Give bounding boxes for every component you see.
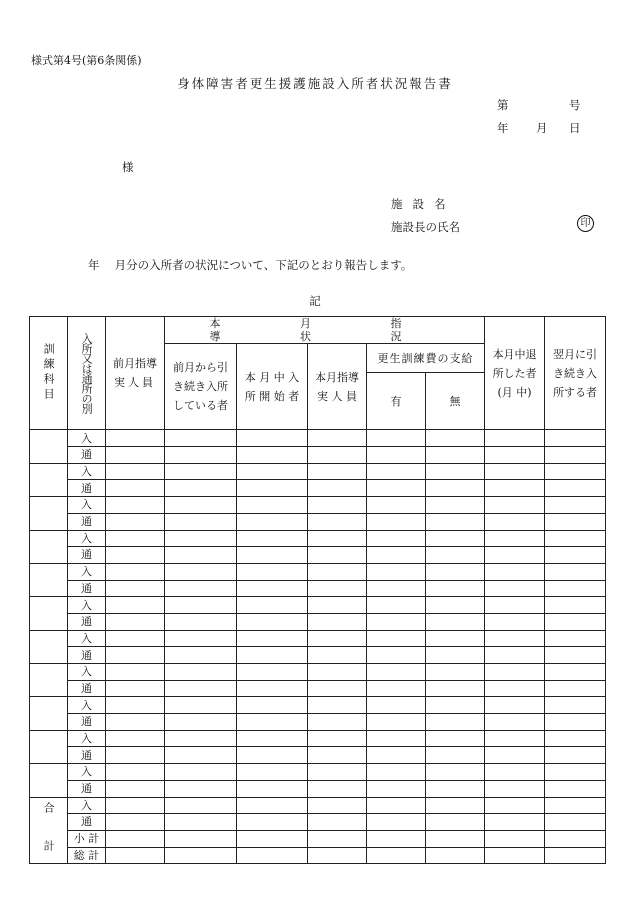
entry-cell[interactable] (237, 697, 308, 714)
entry-cell[interactable] (308, 664, 367, 681)
row-type-label: 入 (68, 597, 106, 614)
entry-cell[interactable] (485, 680, 545, 697)
entry-cell[interactable] (485, 497, 545, 514)
entry-cell[interactable] (106, 447, 165, 464)
row-type-label: 通 (68, 613, 106, 630)
entry-cell[interactable] (237, 747, 308, 764)
table-row (30, 430, 606, 447)
ki-label: 記 (309, 294, 321, 308)
header-allowance-group: 更生訓練費の支給 (367, 344, 485, 373)
training-subject-cell[interactable] (30, 597, 68, 630)
entry-cell[interactable] (485, 780, 545, 797)
entry-cell[interactable] (485, 747, 545, 764)
entry-cell[interactable] (237, 780, 308, 797)
entry-cell[interactable] (545, 680, 606, 697)
entry-cell[interactable] (485, 480, 545, 497)
table-row (30, 530, 606, 547)
entry-cell[interactable] (106, 580, 165, 597)
row-type-label: 通 (68, 480, 106, 497)
row-type-label: 通 (68, 513, 106, 530)
entry-cell[interactable] (426, 580, 485, 597)
training-subject-cell[interactable] (30, 730, 68, 763)
entry-cell[interactable] (106, 664, 165, 681)
entry-cell[interactable] (106, 630, 165, 647)
entry-cell[interactable] (308, 497, 367, 514)
row-type-label: 入 (68, 563, 106, 580)
row-type-label: 通 (68, 747, 106, 764)
entry-cell[interactable] (485, 830, 545, 847)
entry-cell[interactable] (545, 563, 606, 580)
table-row (30, 664, 606, 681)
table-row (30, 680, 606, 697)
entry-cell[interactable] (426, 647, 485, 664)
entry-cell[interactable] (485, 563, 545, 580)
entry-cell[interactable] (485, 430, 545, 447)
entry-cell[interactable] (367, 447, 426, 464)
entry-cell[interactable] (545, 547, 606, 564)
entry-cell[interactable] (545, 697, 606, 714)
entry-cell[interactable] (237, 563, 308, 580)
entry-cell[interactable] (367, 797, 426, 814)
entry-cell[interactable] (165, 647, 237, 664)
entry-cell[interactable] (367, 580, 426, 597)
entry-cell[interactable] (165, 714, 237, 731)
entry-cell[interactable] (367, 714, 426, 731)
entry-cell[interactable] (165, 463, 237, 480)
form-number: 様式第4号(第6条関係) (31, 54, 142, 67)
training-subject-cell[interactable] (30, 463, 68, 496)
entry-cell[interactable] (426, 680, 485, 697)
row-type-label: 通 (68, 714, 106, 731)
entry-cell[interactable] (367, 814, 426, 831)
facility-head-label: 施設長の氏名 (391, 220, 460, 234)
seal-icon: 印 (577, 215, 594, 232)
entry-cell[interactable] (165, 430, 237, 447)
row-type-label: 入 (68, 664, 106, 681)
entry-cell[interactable] (367, 547, 426, 564)
entry-cell[interactable] (308, 780, 367, 797)
date-year-label: 年 (497, 121, 509, 135)
entry-cell[interactable] (237, 463, 308, 480)
entry-cell[interactable] (367, 563, 426, 580)
row-type-label: 入 (68, 764, 106, 781)
table-row (30, 563, 606, 580)
entry-cell[interactable] (426, 780, 485, 797)
table-row (30, 714, 606, 731)
entry-cell[interactable] (426, 697, 485, 714)
table-row (30, 730, 606, 747)
entry-cell[interactable] (545, 480, 606, 497)
entry-cell[interactable] (545, 447, 606, 464)
row-type-label: 通 (68, 580, 106, 597)
entry-cell[interactable] (308, 480, 367, 497)
entry-cell[interactable] (308, 697, 367, 714)
entry-cell[interactable] (545, 513, 606, 530)
table-row (30, 497, 606, 514)
entry-cell[interactable] (545, 530, 606, 547)
entry-cell[interactable] (367, 513, 426, 530)
entry-cell[interactable] (485, 797, 545, 814)
entry-cell[interactable] (237, 764, 308, 781)
training-subject-cell[interactable] (30, 630, 68, 663)
entry-cell[interactable] (237, 680, 308, 697)
entry-cell[interactable] (308, 613, 367, 630)
entry-cell[interactable] (165, 664, 237, 681)
entry-cell[interactable] (308, 830, 367, 847)
entry-cell[interactable] (545, 797, 606, 814)
header-residence-type: 入所又は通所の別 (68, 317, 106, 430)
header-training-subject: 訓練科目 (30, 317, 68, 430)
entry-cell[interactable] (165, 847, 237, 864)
header-this-month-group: 本 月 指 導 状 況 (165, 317, 485, 344)
date-day-label: 日 (569, 121, 581, 135)
entry-cell[interactable] (165, 797, 237, 814)
entry-cell[interactable] (165, 780, 237, 797)
entry-cell[interactable] (367, 597, 426, 614)
entry-cell[interactable] (237, 847, 308, 864)
facility-name-label: 施設名 (391, 197, 456, 211)
entry-cell[interactable] (426, 830, 485, 847)
entry-cell[interactable] (308, 580, 367, 597)
table-row (30, 697, 606, 714)
entry-cell[interactable] (308, 563, 367, 580)
entry-cell[interactable] (237, 580, 308, 597)
entry-cell[interactable] (545, 630, 606, 647)
doc-number-suffix: 号 (569, 98, 581, 112)
entry-cell[interactable] (545, 613, 606, 630)
entry-cell[interactable] (426, 547, 485, 564)
entry-cell[interactable] (485, 730, 545, 747)
row-type-label: 通 (68, 814, 106, 831)
entry-cell[interactable] (237, 714, 308, 731)
entry-cell[interactable] (165, 814, 237, 831)
entry-cell[interactable] (106, 480, 165, 497)
entry-cell[interactable] (106, 714, 165, 731)
entry-cell[interactable] (237, 630, 308, 647)
entry-cell[interactable] (237, 814, 308, 831)
entry-cell[interactable] (106, 680, 165, 697)
entry-cell[interactable] (426, 664, 485, 681)
header-new-admission: 本 月 中 入 所 開 始 者 (237, 344, 308, 430)
entry-cell[interactable] (426, 513, 485, 530)
header-allowance-no: 無 (426, 373, 485, 430)
entry-cell[interactable] (545, 780, 606, 797)
row-type-label: 入 (68, 463, 106, 480)
entry-cell[interactable] (308, 513, 367, 530)
entry-cell[interactable] (165, 697, 237, 714)
entry-cell[interactable] (367, 830, 426, 847)
status-table (29, 316, 606, 864)
entry-cell[interactable] (165, 830, 237, 847)
entry-cell[interactable] (485, 647, 545, 664)
total-label: 合 計 (30, 797, 68, 864)
entry-cell[interactable] (485, 814, 545, 831)
entry-cell[interactable] (426, 847, 485, 864)
header-this-month-count: 本月指導 実 人 員 (308, 344, 367, 430)
entry-cell[interactable] (485, 764, 545, 781)
entry-cell[interactable] (237, 647, 308, 664)
entry-cell[interactable] (237, 597, 308, 614)
table-row (30, 613, 606, 630)
entry-cell[interactable] (545, 463, 606, 480)
table-row (30, 580, 606, 597)
entry-cell[interactable] (237, 447, 308, 464)
entry-cell[interactable] (485, 530, 545, 547)
header-continuing: 前月から引 き続き入所 している者 (165, 344, 237, 430)
entry-cell[interactable] (237, 480, 308, 497)
entry-cell[interactable] (106, 830, 165, 847)
table-row (30, 513, 606, 530)
entry-cell[interactable] (545, 764, 606, 781)
entry-cell[interactable] (106, 463, 165, 480)
entry-cell[interactable] (106, 597, 165, 614)
entry-cell[interactable] (426, 480, 485, 497)
table-row (30, 764, 606, 781)
entry-cell[interactable] (367, 847, 426, 864)
entry-cell[interactable] (485, 513, 545, 530)
entry-cell[interactable] (165, 680, 237, 697)
entry-cell[interactable] (106, 847, 165, 864)
entry-cell[interactable] (308, 747, 367, 764)
entry-cell[interactable] (308, 530, 367, 547)
entry-cell[interactable] (367, 613, 426, 630)
entry-cell[interactable] (237, 830, 308, 847)
row-type-label: 入 (68, 530, 106, 547)
entry-cell[interactable] (308, 847, 367, 864)
entry-cell[interactable] (367, 764, 426, 781)
entry-cell[interactable] (485, 547, 545, 564)
table-row (30, 814, 606, 831)
training-subject-cell[interactable] (30, 764, 68, 797)
entry-cell[interactable] (165, 747, 237, 764)
entry-cell[interactable] (106, 513, 165, 530)
entry-cell[interactable] (237, 497, 308, 514)
entry-cell[interactable] (165, 580, 237, 597)
row-type-label: 入 (68, 797, 106, 814)
entry-cell[interactable] (308, 764, 367, 781)
entry-cell[interactable] (485, 697, 545, 714)
entry-cell[interactable] (165, 730, 237, 747)
training-subject-cell[interactable] (30, 430, 68, 463)
entry-cell[interactable] (237, 664, 308, 681)
entry-cell[interactable] (367, 747, 426, 764)
addressee-suffix: 様 (122, 160, 134, 174)
entry-cell[interactable] (237, 513, 308, 530)
entry-cell[interactable] (106, 547, 165, 564)
entry-cell[interactable] (367, 630, 426, 647)
entry-cell[interactable] (165, 597, 237, 614)
row-type-label: 小 計 (68, 830, 106, 847)
entry-cell[interactable] (485, 463, 545, 480)
document-title: 身体障害者更生援護施設入所者状況報告書 (177, 76, 453, 91)
entry-cell[interactable] (545, 847, 606, 864)
entry-cell[interactable] (367, 664, 426, 681)
entry-cell[interactable] (426, 497, 485, 514)
entry-cell[interactable] (545, 814, 606, 831)
entry-cell[interactable] (485, 847, 545, 864)
entry-cell[interactable] (545, 664, 606, 681)
doc-number-prefix: 第 (497, 98, 509, 112)
entry-cell[interactable] (308, 797, 367, 814)
row-type-label: 通 (68, 547, 106, 564)
entry-cell[interactable] (106, 747, 165, 764)
entry-cell[interactable] (165, 547, 237, 564)
entry-cell[interactable] (308, 730, 367, 747)
entry-cell[interactable] (485, 597, 545, 614)
entry-cell[interactable] (165, 630, 237, 647)
entry-cell[interactable] (367, 497, 426, 514)
entry-cell[interactable] (367, 530, 426, 547)
entry-cell[interactable] (106, 613, 165, 630)
entry-cell[interactable] (165, 447, 237, 464)
entry-cell[interactable] (165, 530, 237, 547)
training-subject-cell[interactable] (30, 530, 68, 563)
entry-cell[interactable] (426, 630, 485, 647)
training-subject-cell[interactable] (30, 697, 68, 730)
header-left-this-month: 本月中退 所した者 (月 中) (485, 317, 545, 430)
row-type-label: 入 (68, 497, 106, 514)
date-month-label: 月 (536, 121, 548, 135)
entry-cell[interactable] (367, 430, 426, 447)
entry-cell[interactable] (485, 447, 545, 464)
entry-cell[interactable] (308, 647, 367, 664)
entry-cell[interactable] (545, 730, 606, 747)
entry-cell[interactable] (308, 447, 367, 464)
entry-cell[interactable] (426, 747, 485, 764)
table-row (30, 597, 606, 614)
entry-cell[interactable] (106, 780, 165, 797)
entry-cell[interactable] (545, 430, 606, 447)
entry-cell[interactable] (426, 797, 485, 814)
row-type-label: 入 (68, 730, 106, 747)
entry-cell[interactable] (237, 797, 308, 814)
training-subject-cell[interactable] (30, 563, 68, 596)
table-row (30, 830, 606, 847)
entry-cell[interactable] (426, 597, 485, 614)
entry-cell[interactable] (106, 764, 165, 781)
entry-cell[interactable] (106, 730, 165, 747)
entry-cell[interactable] (106, 497, 165, 514)
table-row (30, 630, 606, 647)
entry-cell[interactable] (106, 814, 165, 831)
entry-cell[interactable] (367, 680, 426, 697)
row-type-label: 通 (68, 447, 106, 464)
entry-cell[interactable] (367, 697, 426, 714)
row-type-label: 入 (68, 430, 106, 447)
entry-cell[interactable] (308, 814, 367, 831)
entry-cell[interactable] (308, 463, 367, 480)
entry-cell[interactable] (485, 630, 545, 647)
entry-cell[interactable] (165, 613, 237, 630)
entry-cell[interactable] (308, 630, 367, 647)
header-allowance-yes: 有 (367, 373, 426, 430)
entry-cell[interactable] (367, 480, 426, 497)
entry-cell[interactable] (426, 447, 485, 464)
entry-cell[interactable] (367, 463, 426, 480)
entry-cell[interactable] (367, 730, 426, 747)
entry-cell[interactable] (308, 430, 367, 447)
entry-cell[interactable] (485, 580, 545, 597)
entry-cell[interactable] (237, 730, 308, 747)
table-row (30, 847, 606, 864)
table-row (30, 480, 606, 497)
entry-cell[interactable] (165, 480, 237, 497)
table-row (30, 463, 606, 480)
entry-cell[interactable] (426, 714, 485, 731)
entry-cell[interactable] (485, 664, 545, 681)
entry-cell[interactable] (308, 547, 367, 564)
table-row (30, 447, 606, 464)
entry-cell[interactable] (426, 730, 485, 747)
entry-cell[interactable] (367, 647, 426, 664)
entry-cell[interactable] (545, 647, 606, 664)
entry-cell[interactable] (106, 697, 165, 714)
entry-cell[interactable] (545, 597, 606, 614)
row-type-label: 総 計 (68, 847, 106, 864)
entry-cell[interactable] (545, 714, 606, 731)
entry-cell[interactable] (545, 830, 606, 847)
entry-cell[interactable] (426, 613, 485, 630)
entry-cell[interactable] (237, 430, 308, 447)
entry-cell[interactable] (106, 797, 165, 814)
entry-cell[interactable] (165, 764, 237, 781)
entry-cell[interactable] (165, 513, 237, 530)
entry-cell[interactable] (545, 497, 606, 514)
report-body-text: 年 月分の入所者の状況について、下記のとおり報告します。 (88, 258, 413, 272)
entry-cell[interactable] (308, 680, 367, 697)
entry-cell[interactable] (237, 547, 308, 564)
entry-cell[interactable] (426, 563, 485, 580)
header-prev-month: 前月指導 実人員 (106, 317, 165, 430)
entry-cell[interactable] (426, 463, 485, 480)
entry-cell[interactable] (165, 497, 237, 514)
entry-cell[interactable] (308, 597, 367, 614)
table-row (30, 547, 606, 564)
table-row (30, 797, 606, 814)
row-type-label: 通 (68, 680, 106, 697)
entry-cell[interactable] (426, 764, 485, 781)
table-row (30, 647, 606, 664)
row-type-label: 入 (68, 630, 106, 647)
entry-cell[interactable] (426, 430, 485, 447)
entry-cell[interactable] (165, 563, 237, 580)
entry-cell[interactable] (106, 647, 165, 664)
entry-cell[interactable] (426, 814, 485, 831)
header-next-month: 翌月に引 き続き入 所する者 (545, 317, 606, 430)
training-subject-cell[interactable] (30, 497, 68, 530)
entry-cell[interactable] (485, 613, 545, 630)
entry-cell[interactable] (237, 530, 308, 547)
entry-cell[interactable] (367, 780, 426, 797)
entry-cell[interactable] (485, 714, 545, 731)
entry-cell[interactable] (106, 430, 165, 447)
row-type-label: 入 (68, 697, 106, 714)
entry-cell[interactable] (545, 580, 606, 597)
row-type-label: 通 (68, 647, 106, 664)
table-row (30, 747, 606, 764)
entry-cell[interactable] (106, 530, 165, 547)
entry-cell[interactable] (308, 714, 367, 731)
entry-cell[interactable] (237, 613, 308, 630)
training-subject-cell[interactable] (30, 664, 68, 697)
entry-cell[interactable] (106, 563, 165, 580)
table-row (30, 780, 606, 797)
entry-cell[interactable] (545, 747, 606, 764)
entry-cell[interactable] (426, 530, 485, 547)
row-type-label: 通 (68, 780, 106, 797)
